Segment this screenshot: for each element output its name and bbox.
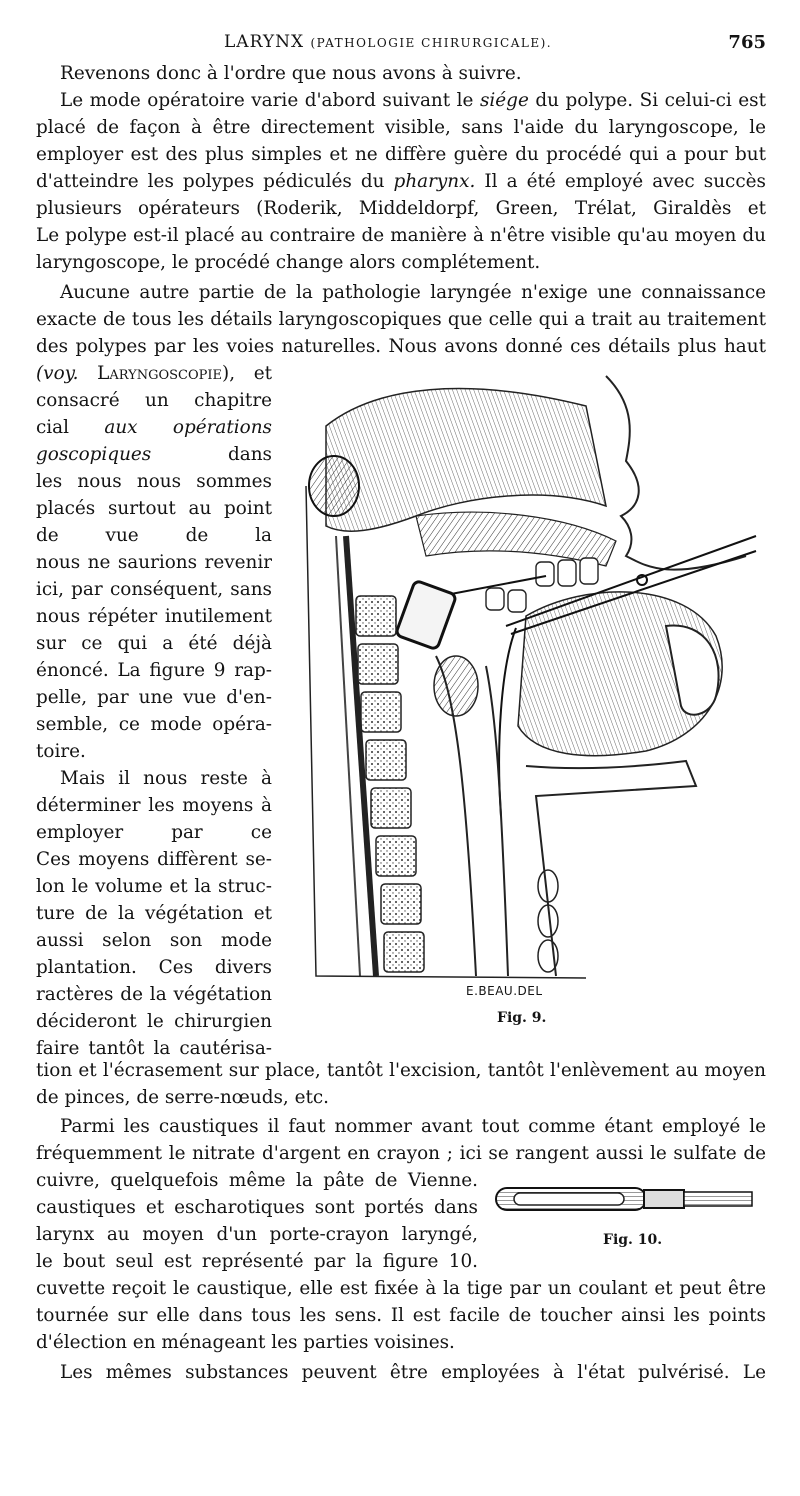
line-text: Les mêmes substances peuvent être employées à l'état pulvérisé. Le [60, 1362, 766, 1383]
text-line [36, 847, 272, 873]
line-text: faire tantôt la cautérisa- [36, 1038, 272, 1059]
line-text: caustiques et escharotiques sont portés dans [36, 1197, 478, 1218]
sagittal-section-head-illustration [286, 366, 780, 991]
line-text: consacré un chapitre [36, 390, 272, 411]
text-line [36, 88, 766, 114]
text-line [36, 874, 272, 900]
line-text: dans [227, 444, 272, 465]
line-text: semble, ce mode opéra- [36, 714, 272, 735]
italic-word: pharynx. [393, 171, 476, 192]
line-text: ture de la végétation et [36, 903, 272, 924]
line-text: énoncé. La figure 9 rap- [36, 660, 272, 681]
text-line [36, 1222, 478, 1248]
text-line [36, 1360, 766, 1386]
line-text: nous répéter inutilement [36, 606, 272, 627]
text-line [36, 115, 766, 141]
text-line [36, 442, 272, 468]
line-text: d'élection en ménageant les parties voisines. [36, 1332, 455, 1353]
line-text: sur ce qui a été déjà [36, 633, 272, 654]
text-line [36, 196, 766, 222]
line-text: nous ne saurions revenir [36, 552, 272, 573]
text-line [36, 388, 272, 414]
text-line [36, 1058, 766, 1084]
fig9-signature: E.BEAU.DEL [466, 984, 543, 998]
italic-word: siége [479, 90, 529, 111]
small-caps-word: Laryngoscopie [97, 363, 223, 384]
line-text: cuivre, quelquefois même la pâte de Vienne. [36, 1170, 478, 1191]
text-line [36, 955, 272, 981]
line-text: des polypes par les voies naturelles. Nous avons donné ces détails plus haut [36, 336, 766, 357]
line-text: cial [36, 417, 70, 438]
text-line [36, 577, 272, 603]
text-line [36, 250, 766, 276]
text-line [36, 1141, 766, 1167]
text-line [36, 982, 272, 1008]
line-text: employer est des plus simples et ne diffère guère du procédé qui a pour but [36, 144, 766, 165]
text-line [36, 739, 272, 765]
text-line [36, 334, 766, 360]
line-text: Aucune autre partie de la pathologie laryngée n'exige une connaissance [60, 282, 766, 303]
laryngeal-crayon-holder-illustration [494, 1184, 756, 1214]
line-text: déterminer les moyens à [36, 795, 272, 816]
line-text: Parmi les caustiques il faut nommer avant tout comme étant employé le [60, 1116, 766, 1137]
text-line [36, 631, 272, 657]
line-text: plusieurs opérateurs (Roderik, Middeldorpf, Green, Trélat, Giraldès et [36, 198, 766, 219]
text-line [36, 712, 272, 738]
text-line [36, 928, 272, 954]
line-text: plantation. Ces divers [36, 957, 272, 978]
text-line [36, 1330, 766, 1356]
line-text: laryngoscope, le procédé change alors complétement. [36, 252, 541, 273]
line-text: ), et [222, 363, 272, 384]
text-line [36, 61, 766, 87]
line-text: Mais il nous reste à [60, 768, 272, 789]
line-text: ici, par conséquent, sans [36, 579, 272, 600]
header-title-main: LARYNX [224, 32, 305, 52]
fig10-caption: Fig. 10. [603, 1232, 663, 1248]
line-text: de vue de la [36, 525, 272, 546]
line-text: tion et l'écrasement sur place, tantôt l'excision, tantôt l'enlèvement au moyen [36, 1060, 766, 1081]
line-text: ractères de la végétation [36, 984, 272, 1005]
line-text: d'atteindre les polypes pédiculés du [36, 171, 385, 192]
line-text: toire. [36, 741, 86, 762]
line-text: fréquemment le nitrate d'argent en crayon ; ici se rangent aussi le sulfate de [36, 1143, 766, 1164]
text-line [36, 361, 272, 387]
italic-word: aux opérations [104, 417, 272, 438]
line-text: pelle, par une vue d'en- [36, 687, 272, 708]
line-text: employer par ce [36, 822, 272, 843]
line-text: aussi selon son mode [36, 930, 272, 951]
text-line [36, 280, 766, 306]
text-line [36, 820, 272, 846]
text-line [36, 1085, 766, 1111]
text-line [36, 604, 272, 630]
line-text: de pinces, de serre-nœuds, etc. [36, 1087, 330, 1108]
line-text: Revenons donc à l'ordre que nous avons à suivre. [60, 63, 522, 84]
line-text: tournée sur elle dans tous les sens. Il est facile de toucher ainsi les points [36, 1305, 766, 1326]
text-line [36, 142, 766, 168]
text-line [36, 901, 272, 927]
line-text: exacte de tous les détails laryngoscopiques que celle qui a trait au traitement [36, 309, 766, 330]
line-text: Le polype est-il placé au contraire de manière à n'être visible qu'au moyen du [36, 225, 766, 246]
fig9-caption: Fig. 9. [497, 1010, 547, 1026]
line-text: cuvette reçoit le caustique, elle est fixée à la tige par un coulant et peut être [36, 1278, 766, 1299]
text-line [36, 523, 272, 549]
line-text: larynx au moyen d'un porte-crayon laryngé, [36, 1224, 478, 1245]
text-line [36, 658, 272, 684]
line-text: le bout seul est représenté par la figure 10. [36, 1251, 478, 1272]
text-line [36, 496, 272, 522]
line-text: Ces moyens diffèrent se- [36, 849, 272, 870]
header-title [224, 32, 552, 52]
line-text: les nous nous sommes [36, 471, 272, 492]
text-line [36, 550, 272, 576]
text-line [36, 1276, 766, 1302]
text-line [36, 307, 766, 333]
text-line [36, 469, 272, 495]
text-line [36, 1195, 478, 1221]
page-number: 765 [728, 32, 766, 53]
text-line [36, 223, 766, 249]
line-text: Il a été employé avec succès [484, 171, 766, 192]
italic-word: goscopiques [36, 444, 152, 465]
line-text: placés surtout au point [36, 498, 272, 519]
text-line [36, 766, 272, 792]
text-line [36, 1249, 478, 1275]
line-text: placé de façon à être directement visible, sans l'aide du laryngoscope, le [36, 117, 766, 138]
line-text: du polype. Si celui-ci est [535, 90, 766, 111]
line-text: décideront le chirurgien [36, 1011, 272, 1032]
italic-word: (voy. [36, 363, 79, 384]
text-line [36, 415, 272, 441]
running-header [36, 32, 766, 58]
text-line [36, 1168, 478, 1194]
header-title-sub: (PATHOLOGIE CHIRURGICALE). [310, 36, 553, 50]
text-line [36, 1114, 766, 1140]
text-line [36, 1009, 272, 1035]
text-line [36, 685, 272, 711]
line-text: lon le volume et la struc- [36, 876, 272, 897]
text-line [36, 1303, 766, 1329]
line-text: Le mode opératoire varie d'abord suivant le [60, 90, 474, 111]
text-line [36, 169, 766, 195]
text-line [36, 793, 272, 819]
